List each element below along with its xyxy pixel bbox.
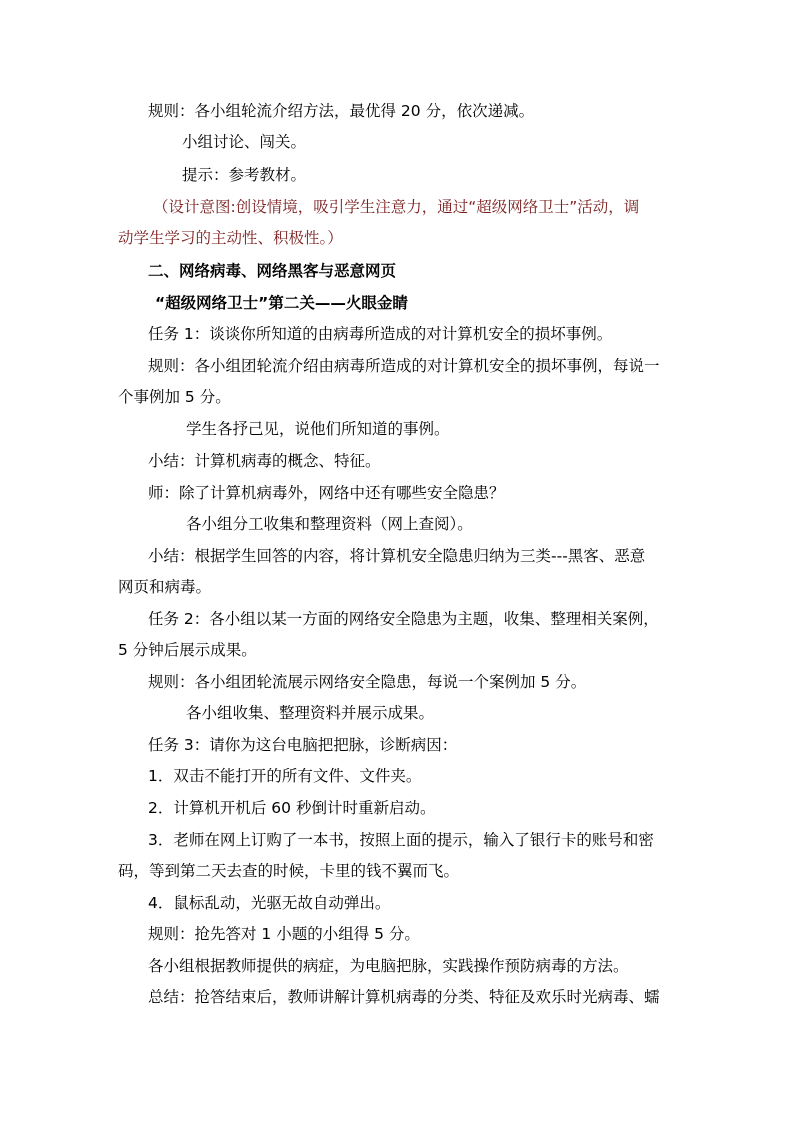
summary-line-2a: 小结：根据学生回答的内容，将计算机安全隐患归纳为三类---黑客、恶意	[148, 547, 646, 565]
symptom-1: 1．双击不能打开的所有文件、文件夹。	[148, 767, 422, 785]
summary-line-1: 小结：计算机病毒的概念、特征。	[148, 452, 381, 470]
collect-info-line: 各小组分工收集和整理资料（网上查阅）。	[186, 515, 473, 533]
task-2-line-b: 5 分钟后展示成果。	[118, 641, 257, 659]
summary-line-2b: 网页和病毒。	[118, 578, 212, 596]
task-3-line: 任务 3：请你为这台电脑把把脉，诊断病因：	[148, 736, 458, 754]
students-share-line: 学生各抒己见，说他们所知道的事例。	[186, 420, 450, 438]
show-results-line: 各小组收集、整理资料并展示成果。	[186, 704, 435, 722]
task-2-line-a: 任务 2：各小组以某一方面的网络安全隐患为主题，收集、整理相关案例，	[148, 610, 659, 628]
section-heading: 二、网络病毒、网络黑客与恶意网页	[148, 262, 397, 280]
rules-line-4: 规则：抢先答对 1 小题的小组得 5 分。	[148, 925, 420, 943]
conclusion-line: 总结：抢答结束后，教师讲解计算机病毒的分类、特征及欢乐时光病毒、蠕	[148, 988, 660, 1006]
rules-line-2b: 个事例加 5 分。	[118, 388, 231, 406]
task-1-line: 任务 1：谈谈你所知道的由病毒所造成的对计算机安全的损坏事例。	[148, 325, 613, 343]
rules-line-3: 规则：各小组团轮流展示网络安全隐患，每说一个案例加 5 分。	[148, 673, 587, 691]
hint-line: 提示：参考教材。	[182, 166, 307, 184]
group-discussion-line: 小组讨论、闯关。	[182, 133, 307, 151]
rules-line-1: 规则：各小组轮流介绍方法，最优得 20 分，依次递减。	[148, 102, 535, 120]
design-intent-line-1: （设计意图:创设情境，吸引学生注意力，通过“超级网络卫士”活动，调	[153, 198, 640, 216]
symptom-3b: 码，等到第二天去查的时候，卡里的钱不翼而飞。	[118, 862, 460, 880]
rules-line-2a: 规则：各小组团轮流介绍由病毒所造成的对计算机安全的损坏事例，每说一	[148, 357, 660, 375]
symptom-4: 4．鼠标乱动，光驱无故自动弹出。	[148, 894, 391, 912]
practice-line: 各小组根据教师提供的病症，为电脑把脉，实践操作预防病毒的方法。	[148, 957, 629, 975]
symptom-2: 2．计算机开机后 60 秒倒计时重新启动。	[148, 799, 436, 817]
design-intent-line-2: 动学生学习的主动性、积极性。）	[118, 229, 343, 247]
level-two-title: “超级网络卫士”第二关——火眼金睛	[155, 294, 408, 312]
teacher-question-line: 师：除了计算机病毒外，网络中还有哪些安全隐患？	[148, 484, 505, 502]
symptom-3a: 3．老师在网上订购了一本书，按照上面的提示，输入了银行卡的账号和密	[148, 831, 654, 849]
